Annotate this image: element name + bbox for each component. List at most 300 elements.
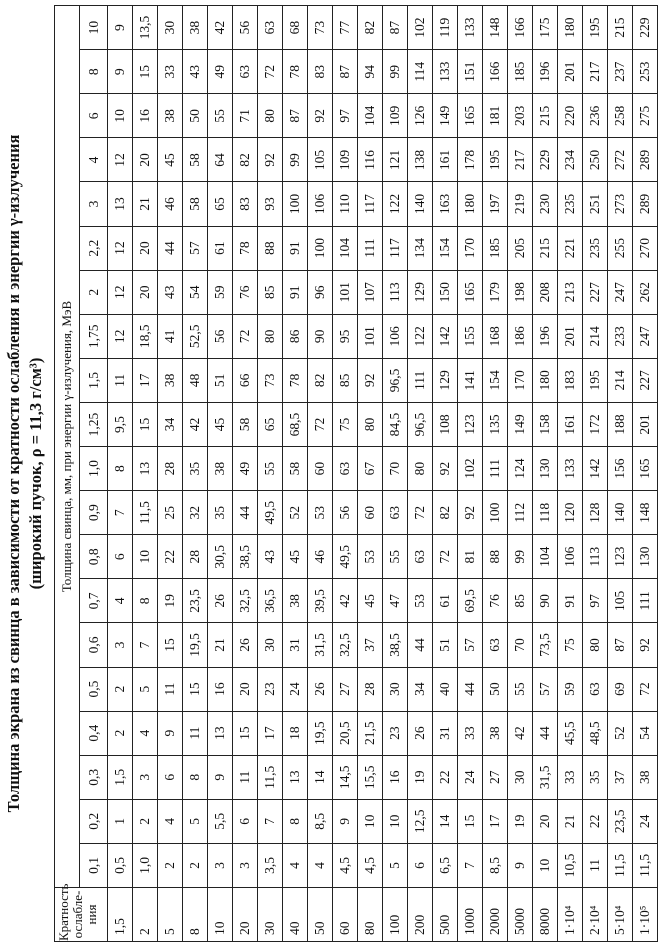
energy-header: 0,3: [80, 755, 108, 799]
attenuation-factor: 1000: [458, 888, 483, 942]
thickness-cell: 19,5: [183, 623, 208, 667]
energy-header: 8: [80, 50, 108, 94]
thickness-cell: 166: [483, 50, 508, 94]
thickness-cell: 129: [433, 358, 458, 402]
thickness-cell: 180: [533, 358, 558, 402]
attenuation-factor: 8: [183, 888, 208, 942]
thickness-cell: 6: [108, 535, 133, 579]
thickness-cell: 21: [558, 799, 583, 843]
thickness-cell: 117: [358, 182, 383, 226]
thickness-cell: 93: [258, 182, 283, 226]
thickness-cell: 107: [358, 270, 383, 314]
thickness-cell: 92: [258, 138, 283, 182]
thickness-cell: 106: [383, 314, 408, 358]
thickness-cell: 104: [358, 94, 383, 138]
thickness-cell: 15: [133, 50, 158, 94]
energy-header: 0,8: [80, 535, 108, 579]
thickness-cell: 58: [283, 447, 308, 491]
thickness-cell: 149: [433, 94, 458, 138]
thickness-cell: 116: [358, 138, 383, 182]
thickness-cell: 76: [233, 270, 258, 314]
thickness-cell: 42: [508, 711, 533, 755]
energy-header: 0,7: [80, 579, 108, 623]
thickness-cell: 69: [608, 667, 633, 711]
thickness-cell: 57: [458, 623, 483, 667]
energy-header: 10: [80, 6, 108, 50]
thickness-cell: 58: [183, 182, 208, 226]
table-row: [233, 6, 258, 942]
thickness-cell: 91: [558, 579, 583, 623]
thickness-cell: 123: [458, 402, 483, 446]
thickness-cell: 12: [108, 138, 133, 182]
thickness-cell: 45,5: [558, 711, 583, 755]
thickness-cell: 4,5: [333, 843, 358, 887]
thickness-cell: 80: [258, 94, 283, 138]
thickness-cell: 65: [208, 182, 233, 226]
thickness-cell: 59: [558, 667, 583, 711]
thickness-cell: 37: [608, 755, 633, 799]
thickness-cell: 39,5: [308, 579, 333, 623]
thickness-cell: 251: [583, 182, 608, 226]
thickness-cell: 130: [533, 447, 558, 491]
thickness-cell: 215: [533, 226, 558, 270]
thickness-cell: 20: [233, 667, 258, 711]
thickness-cell: 117: [383, 226, 408, 270]
thickness-cell: 60: [358, 491, 383, 535]
attenuation-factor: 2·10⁴: [583, 888, 608, 942]
thickness-cell: 10: [108, 94, 133, 138]
thickness-cell: 84,5: [383, 402, 408, 446]
thickness-cell: 99: [283, 138, 308, 182]
thickness-cell: 106: [308, 182, 333, 226]
thickness-cell: 63: [233, 50, 258, 94]
thickness-cell: 150: [433, 270, 458, 314]
attenuation-factor: 10: [208, 888, 233, 942]
thickness-cell: 43: [258, 535, 283, 579]
thickness-cell: 16: [208, 667, 233, 711]
thickness-cell: 196: [533, 50, 558, 94]
thickness-cell: 78: [283, 358, 308, 402]
thickness-cell: 88: [258, 226, 283, 270]
thickness-cell: 227: [633, 358, 658, 402]
thickness-cell: 180: [458, 182, 483, 226]
thickness-cell: 273: [608, 182, 633, 226]
energy-header: 4: [80, 138, 108, 182]
thickness-cell: 50: [183, 94, 208, 138]
thickness-cell: 6: [408, 843, 433, 887]
thickness-cell: 14: [433, 799, 458, 843]
table-row: [408, 6, 433, 942]
thickness-cell: 270: [633, 226, 658, 270]
thickness-cell: 59: [208, 270, 233, 314]
thickness-cell: 161: [433, 138, 458, 182]
thickness-cell: 102: [408, 6, 433, 50]
thickness-cell: 21: [208, 623, 233, 667]
thickness-cell: 178: [458, 138, 483, 182]
thickness-cell: 168: [483, 314, 508, 358]
thickness-cell: 156: [608, 447, 633, 491]
energy-header: 0,2: [80, 799, 108, 843]
thickness-cell: 141: [458, 358, 483, 402]
thickness-cell: 28: [158, 447, 183, 491]
thickness-cell: 96,5: [383, 358, 408, 402]
thickness-cell: 10: [533, 843, 558, 887]
energy-header: 0,4: [80, 711, 108, 755]
thickness-cell: 5: [133, 667, 158, 711]
thickness-cell: 30,5: [208, 535, 233, 579]
thickness-cell: 30: [158, 6, 183, 50]
thickness-cell: 37: [358, 623, 383, 667]
thickness-cell: 38: [283, 579, 308, 623]
thickness-cell: 217: [508, 138, 533, 182]
thickness-cell: 38,5: [233, 535, 258, 579]
thickness-cell: 80: [358, 402, 383, 446]
thickness-cell: 124: [508, 447, 533, 491]
thickness-cell: 90: [533, 579, 558, 623]
table-row: [583, 6, 608, 942]
thickness-cell: 9: [208, 755, 233, 799]
attenuation-factor: 500: [433, 888, 458, 942]
thickness-cell: 4,5: [358, 843, 383, 887]
thickness-cell: 55: [508, 667, 533, 711]
thickness-cell: 3: [133, 755, 158, 799]
thickness-cell: 53: [308, 491, 333, 535]
thickness-cell: 80: [408, 447, 433, 491]
attenuation-factor: 50: [308, 888, 333, 942]
thickness-cell: 38: [158, 358, 183, 402]
thickness-cell: 172: [583, 402, 608, 446]
table-row: [258, 6, 283, 942]
thickness-cell: 57: [183, 226, 208, 270]
energy-header: 0,5: [80, 667, 108, 711]
thickness-cell: 76: [483, 579, 508, 623]
thickness-cell: 19,5: [308, 711, 333, 755]
thickness-cell: 60: [308, 447, 333, 491]
thickness-cell: 214: [608, 358, 633, 402]
thickness-cell: 3: [208, 843, 233, 887]
thickness-cell: 58: [183, 138, 208, 182]
thickness-cell: 20,5: [333, 711, 358, 755]
thickness-cell: 71: [233, 94, 258, 138]
thickness-cell: 31: [283, 623, 308, 667]
thickness-cell: 26: [208, 579, 233, 623]
thickness-cell: 229: [533, 138, 558, 182]
thickness-cell: 17: [133, 358, 158, 402]
thickness-cell: 81: [458, 535, 483, 579]
thickness-cell: 201: [558, 314, 583, 358]
thickness-cell: 46: [158, 182, 183, 226]
thickness-cell: 49: [208, 50, 233, 94]
thickness-cell: 92: [358, 358, 383, 402]
thickness-cell: 20: [133, 270, 158, 314]
thickness-cell: 14: [308, 755, 333, 799]
table-row: [283, 6, 308, 942]
thickness-cell: 198: [508, 270, 533, 314]
thickness-cell: 158: [533, 402, 558, 446]
thickness-cell: 15: [183, 667, 208, 711]
thickness-cell: 148: [633, 491, 658, 535]
thickness-cell: 15: [133, 402, 158, 446]
thickness-cell: 50: [483, 667, 508, 711]
thickness-cell: 36,5: [258, 579, 283, 623]
thickness-cell: 22: [433, 755, 458, 799]
thickness-cell: 213: [558, 270, 583, 314]
thickness-cell: 17: [258, 711, 283, 755]
thickness-cell: 101: [358, 314, 383, 358]
thickness-cell: 262: [633, 270, 658, 314]
thickness-cell: 18,5: [133, 314, 158, 358]
thickness-cell: 289: [633, 182, 658, 226]
table-row: [458, 6, 483, 942]
thickness-cell: 20: [133, 226, 158, 270]
thickness-cell: 10: [358, 799, 383, 843]
thickness-cell: 86: [283, 314, 308, 358]
table-row: [158, 6, 183, 942]
energy-header: 0,1: [80, 843, 108, 887]
thickness-cell: 142: [433, 314, 458, 358]
thickness-cell: 15: [233, 711, 258, 755]
thickness-cell: 113: [583, 535, 608, 579]
thickness-cell: 234: [558, 138, 583, 182]
thickness-cell: 31: [433, 711, 458, 755]
thickness-cell: 23,5: [608, 799, 633, 843]
thickness-cell: 215: [533, 94, 558, 138]
thickness-cell: 35: [183, 447, 208, 491]
thickness-cell: 21: [133, 182, 158, 226]
thickness-cell: 58: [233, 402, 258, 446]
thickness-cell: 9: [108, 6, 133, 50]
thickness-cell: 27: [333, 667, 358, 711]
thickness-cell: 95: [333, 314, 358, 358]
thickness-cell: 11,5: [258, 755, 283, 799]
thickness-cell: 205: [508, 226, 533, 270]
thickness-cell: 44: [158, 226, 183, 270]
thickness-cell: 52: [283, 491, 308, 535]
thickness-cell: 275: [633, 94, 658, 138]
thickness-cell: 68: [283, 6, 308, 50]
thickness-cell: 186: [508, 314, 533, 358]
thickness-cell: 8: [133, 579, 158, 623]
thickness-cell: 230: [533, 182, 558, 226]
thickness-cell: 48,5: [583, 711, 608, 755]
thickness-cell: 15: [458, 799, 483, 843]
thickness-cell: 111: [358, 226, 383, 270]
thickness-cell: 23,5: [183, 579, 208, 623]
thickness-cell: 85: [333, 358, 358, 402]
thickness-cell: 94: [358, 50, 383, 94]
thickness-cell: 219: [508, 182, 533, 226]
thickness-cell: 201: [633, 402, 658, 446]
thickness-cell: 4: [283, 843, 308, 887]
thickness-cell: 227: [583, 270, 608, 314]
thickness-cell: 51: [433, 623, 458, 667]
thickness-cell: 63: [483, 623, 508, 667]
thickness-cell: 236: [583, 94, 608, 138]
table-row: [508, 6, 533, 942]
thickness-cell: 102: [458, 447, 483, 491]
thickness-cell: 3: [233, 843, 258, 887]
row-header: Кратность ослабле-ния: [55, 888, 108, 942]
energy-header: 0,6: [80, 623, 108, 667]
thickness-cell: 109: [333, 138, 358, 182]
thickness-cell: 49,5: [258, 491, 283, 535]
thickness-cell: 92: [433, 447, 458, 491]
thickness-cell: 215: [608, 6, 633, 50]
thickness-cell: 26: [233, 623, 258, 667]
thickness-cell: 30: [383, 667, 408, 711]
thickness-cell: 78: [283, 50, 308, 94]
thickness-cell: 23: [383, 711, 408, 755]
attenuation-factor: 40: [283, 888, 308, 942]
thickness-cell: 133: [433, 50, 458, 94]
attenuation-factor: 8000: [533, 888, 558, 942]
thickness-cell: 73: [308, 6, 333, 50]
thickness-cell: 7: [258, 799, 283, 843]
thickness-cell: 38: [483, 711, 508, 755]
thickness-cell: 148: [483, 6, 508, 50]
thickness-cell: 61: [208, 226, 233, 270]
thickness-cell: 247: [633, 314, 658, 358]
thickness-cell: 229: [633, 6, 658, 50]
table-row: [533, 6, 558, 942]
thickness-cell: 53: [358, 535, 383, 579]
thickness-cell: 23: [258, 667, 283, 711]
lead-thickness-table: [54, 5, 658, 942]
thickness-cell: 72: [433, 535, 458, 579]
thickness-cell: 114: [408, 50, 433, 94]
thickness-cell: 11: [583, 843, 608, 887]
thickness-cell: 21,5: [358, 711, 383, 755]
thickness-cell: 255: [608, 226, 633, 270]
thickness-cell: 6,5: [433, 843, 458, 887]
thickness-cell: 165: [458, 270, 483, 314]
thickness-cell: 42: [333, 579, 358, 623]
thickness-cell: 26: [408, 711, 433, 755]
energy-header: 3: [80, 182, 108, 226]
thickness-cell: 185: [508, 50, 533, 94]
thickness-cell: 5: [183, 799, 208, 843]
thickness-cell: 24: [633, 799, 658, 843]
thickness-cell: 140: [608, 491, 633, 535]
thickness-cell: 19: [508, 799, 533, 843]
thickness-cell: 72: [633, 667, 658, 711]
thickness-cell: 82: [433, 491, 458, 535]
thickness-cell: 70: [508, 623, 533, 667]
thickness-cell: 91: [283, 270, 308, 314]
thickness-cell: 170: [508, 358, 533, 402]
table-row: [108, 6, 133, 942]
thickness-cell: 20: [533, 799, 558, 843]
thickness-cell: 3,5: [258, 843, 283, 887]
thickness-cell: 208: [533, 270, 558, 314]
thickness-cell: 235: [558, 182, 583, 226]
thickness-cell: 56: [233, 6, 258, 50]
thickness-cell: 66: [233, 358, 258, 402]
thickness-cell: 112: [508, 491, 533, 535]
thickness-cell: 96,5: [408, 402, 433, 446]
thickness-cell: 80: [583, 623, 608, 667]
thickness-cell: 165: [458, 94, 483, 138]
thickness-cell: 45: [208, 402, 233, 446]
thickness-cell: 63: [583, 667, 608, 711]
thickness-cell: 63: [383, 491, 408, 535]
thickness-cell: 110: [333, 182, 358, 226]
thickness-cell: 31,5: [308, 623, 333, 667]
thickness-cell: 1: [108, 799, 133, 843]
thickness-cell: 104: [533, 535, 558, 579]
thickness-cell: 126: [408, 94, 433, 138]
thickness-cell: 47: [383, 579, 408, 623]
attenuation-factor: 1,5: [108, 888, 133, 942]
thickness-cell: 49: [233, 447, 258, 491]
thickness-cell: 6: [233, 799, 258, 843]
thickness-cell: 7: [108, 491, 133, 535]
thickness-cell: 118: [533, 491, 558, 535]
thickness-cell: 120: [558, 491, 583, 535]
thickness-cell: 155: [458, 314, 483, 358]
thickness-cell: 237: [608, 50, 633, 94]
thickness-cell: 13,5: [133, 6, 158, 50]
energy-header: 1,25: [80, 402, 108, 446]
table-title: Толщина экрана из свинца в зависимости от кратности ослабления и энергии γ-излучения: [4, 134, 23, 813]
thickness-cell: 82: [308, 358, 333, 402]
thickness-cell: 5: [383, 843, 408, 887]
thickness-cell: 43: [158, 270, 183, 314]
thickness-cell: 19: [158, 579, 183, 623]
thickness-cell: 105: [608, 579, 633, 623]
thickness-cell: 0,5: [108, 843, 133, 887]
thickness-cell: 87: [608, 623, 633, 667]
thickness-cell: 73: [258, 358, 283, 402]
thickness-cell: 26: [308, 667, 333, 711]
thickness-cell: 142: [583, 447, 608, 491]
thickness-cell: 165: [633, 447, 658, 491]
thickness-cell: 2: [108, 711, 133, 755]
thickness-cell: 24: [458, 755, 483, 799]
thickness-cell: 129: [408, 270, 433, 314]
thickness-cell: 109: [383, 94, 408, 138]
thickness-cell: 34: [408, 667, 433, 711]
thickness-cell: 19: [408, 755, 433, 799]
thickness-cell: 217: [583, 50, 608, 94]
thickness-cell: 180: [558, 6, 583, 50]
thickness-cell: 247: [608, 270, 633, 314]
thickness-cell: 35: [208, 491, 233, 535]
thickness-cell: 64: [208, 138, 233, 182]
thickness-cell: 90: [308, 314, 333, 358]
thickness-cell: 12: [108, 270, 133, 314]
thickness-cell: 2: [108, 667, 133, 711]
thickness-cell: 77: [333, 6, 358, 50]
table-row: [333, 6, 358, 942]
table-row: [208, 6, 233, 942]
thickness-cell: 8: [108, 447, 133, 491]
thickness-cell: 17: [483, 799, 508, 843]
thickness-cell: 30: [258, 623, 283, 667]
thickness-cell: 9: [333, 799, 358, 843]
thickness-cell: 203: [508, 94, 533, 138]
table-body: [108, 6, 658, 942]
thickness-cell: 28: [183, 535, 208, 579]
thickness-cell: 11: [183, 711, 208, 755]
thickness-cell: 11: [158, 667, 183, 711]
thickness-cell: 75: [558, 623, 583, 667]
thickness-cell: 11: [233, 755, 258, 799]
attenuation-factor: 80: [358, 888, 383, 942]
thickness-cell: 83: [233, 182, 258, 226]
thickness-cell: 22: [583, 799, 608, 843]
thickness-cell: 16: [383, 755, 408, 799]
